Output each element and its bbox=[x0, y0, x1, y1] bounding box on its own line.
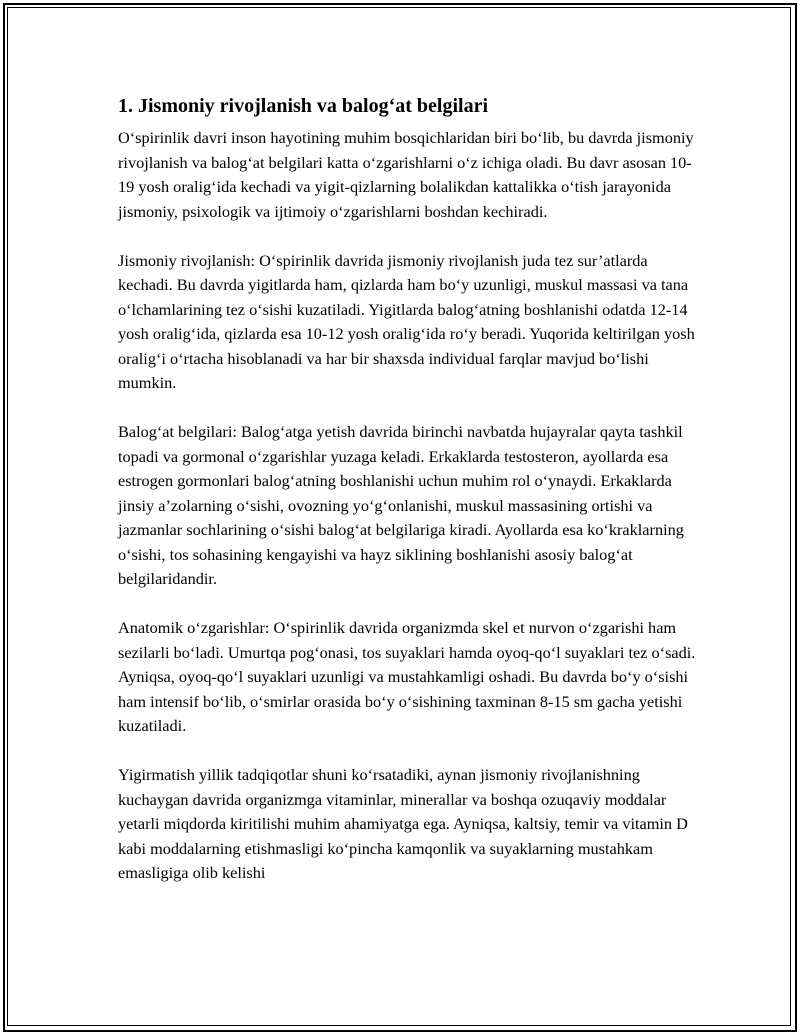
paragraph-research: Yigirmatish yillik tadqiqotlar shuni ko‘rsatadiki, aynan jismoniy rivojlanishning kuchaygan davrida organizmga vitaminlar, minerallar va boshqa ozuqaviy moddalar yetarli miqdorda kiritilishi muhim ahamiyatga ega. Ayniqsa, kaltsiy, temir va vitamin D kabi moddalarning etishmasligi ko‘pincha kamqonlik va suyaklarning mustahkam emasligiga olib kelishi bbox=[118, 765, 688, 882]
section-heading: 1. Jismoniy rivojlanish va balog‘at belgilari bbox=[118, 95, 489, 117]
paragraph-anatomical-changes: Anatomik o‘zgarishlar: O‘spirinlik davrida organizmda skel et nurvon o‘zgarishi ham sezilarli bo‘ladi. Umurtqa pog‘onasi, tos suyaklari hamda oyoq-qo‘l suyaklari tez o‘sadi. Ayniqsa, oyoq-qo‘l suyaklari uzunligi va mustahkamligi oshadi. Bu davrda bo‘y o‘sishi ham intensif bo‘lib, o‘smirlar orasida bo‘y o‘sishining taxminan 8-15 sm gacha yetishi kuzatiladi. bbox=[118, 618, 696, 735]
paragraph-intro: O‘spirinlik davri inson hayotining muhim bosqichlaridan biri bo‘lib, bu davrda jismoniy rivojlanish va balog‘at belgilari katta o‘zgarishlarni o‘z ichiga oladi. Bu davr asosan 10-19 yosh oralig‘ida kechadi va yigit-qizlarning bolalikdan kattalikka o‘tish jarayonida jismoniy, psixologik va ijtimoiy o‘zgarishlarni boshdan kechiradi. bbox=[118, 128, 694, 221]
paragraph-physical-development: Jismoniy rivojlanish: O‘spirinlik davrida jismoniy rivojlanish juda tez sur’atlarda kechadi. Bu davrda yigitlarda ham, qizlarda ham bo‘y uzunligi, muskul massasi va tana o‘lchamlarining tez o‘sishi kuzatiladi. Yigitlarda balog‘atning boshlanishi odatda 12-14 yosh oralig‘ida, qizlarda esa 10-12 yosh oralig‘ida ro‘y beradi. Yuqorida keltirilgan yosh oralig‘i o‘rtacha hisoblanadi va har bir shaxsda individual farqlar mavjud bo‘lishi mumkin. bbox=[118, 250, 695, 392]
paragraph-puberty-signs: Balog‘at belgilari: Balog‘atga yetish davrida birinchi navbatda hujayralar qayta tashkil topadi va gormonal o‘zgarishlar yuzaga keladi. Erkaklarda testosteron, ayollarda esa estrogen gormonlari balog‘atning boshlanishi uchun muhim rol o‘ynaydi. Erkaklarda jinsiy a’zolarning o‘sishi, ovozning yo‘g‘onlanishi, muskul massasining ortishi va jazmanlar sochlarining o‘sishi balog‘at belgilariga kiradi. Ayollarda esa ko‘kraklarning o‘sishi, tos sohasining kengayishi va hayz siklining boshlanishi asosiy balog‘at belgilaridandir. bbox=[118, 422, 684, 588]
document-body bbox=[118, 94, 698, 910]
